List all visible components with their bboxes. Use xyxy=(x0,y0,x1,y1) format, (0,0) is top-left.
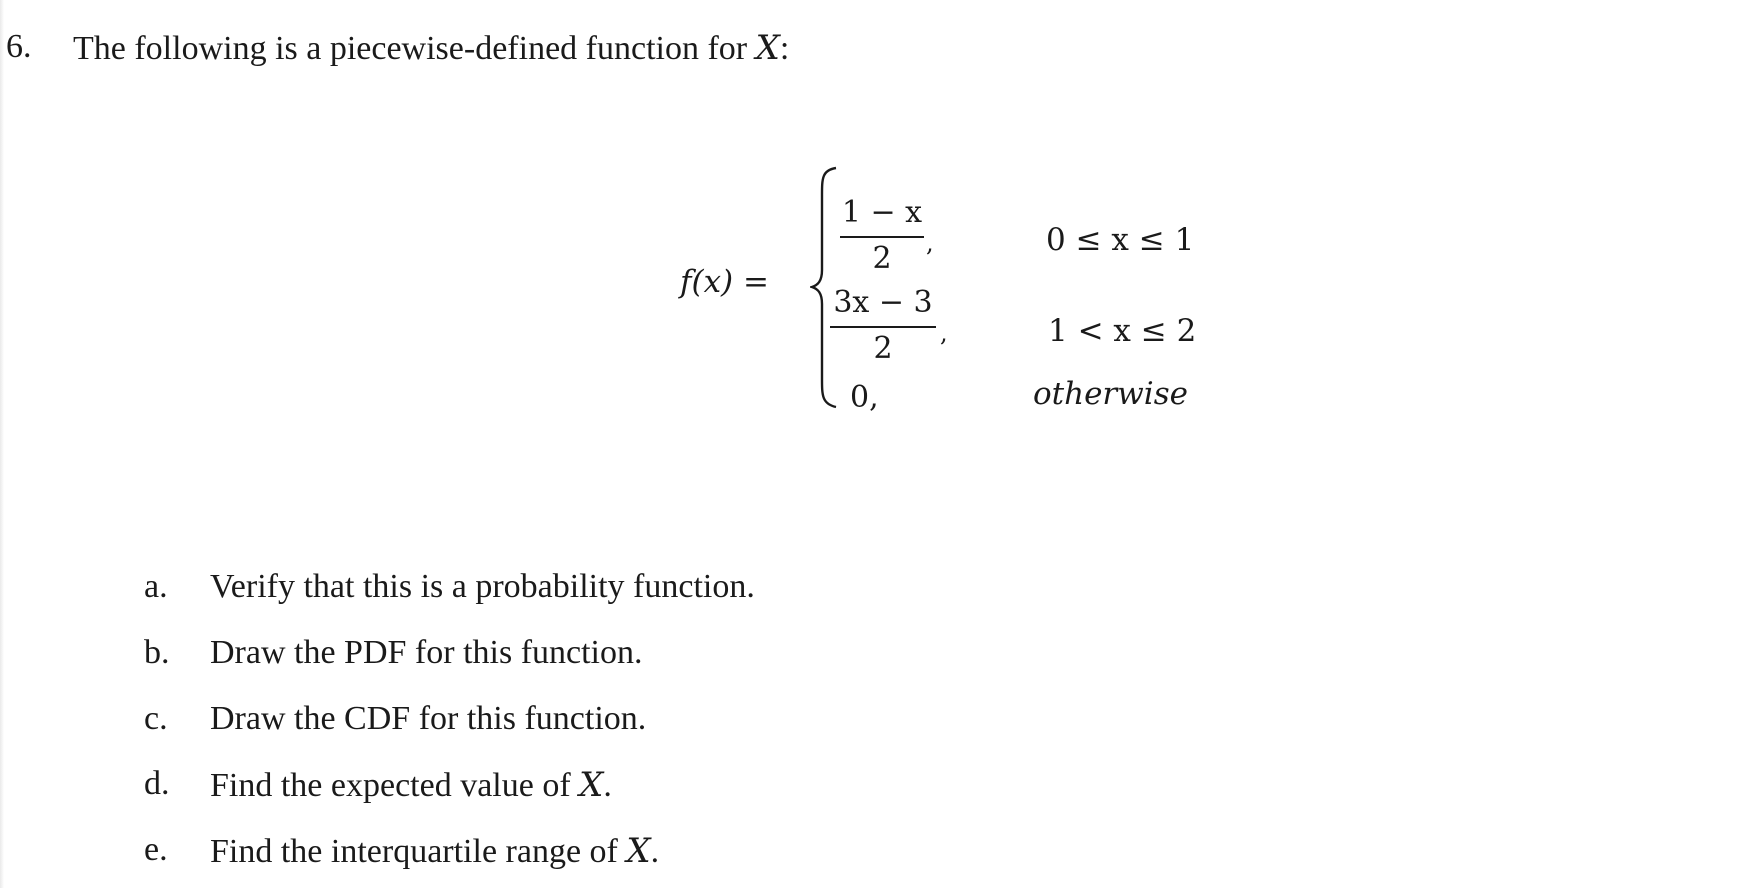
part-end: . xyxy=(650,833,660,870)
case-1-denominator: 2 xyxy=(872,241,892,276)
question-number: 6. xyxy=(6,28,32,65)
part-text: Find the expected value of xyxy=(210,767,580,804)
part-text: Find the interquartile range of xyxy=(210,833,627,870)
function-argument: (x) xyxy=(691,264,734,300)
case-1-fraction xyxy=(840,196,924,276)
question-stem-end: : xyxy=(779,30,790,67)
part-text: Draw the CDF for this function. xyxy=(210,700,647,737)
question-stem-variable: X xyxy=(755,28,780,68)
part-label: c. xyxy=(144,700,168,737)
question-stem xyxy=(73,28,789,68)
case-3-condition: otherwise xyxy=(1033,376,1188,412)
case-2-numerator: 3x − 3 xyxy=(833,285,933,320)
part-end: . xyxy=(603,767,612,804)
case-2-denominator: 2 xyxy=(873,331,893,366)
part-text-wrapper xyxy=(210,765,612,805)
equation-lhs xyxy=(680,264,769,300)
part-variable: X xyxy=(579,765,604,805)
case-2-fraction xyxy=(830,286,936,366)
case-1-condition: 0 ≤ x ≤ 1 xyxy=(1046,222,1195,258)
part-label: a. xyxy=(144,568,168,605)
case-1-comma: , xyxy=(926,229,934,257)
part-label: d. xyxy=(144,765,170,802)
case-2-condition: 1 < x ≤ 2 xyxy=(1048,313,1197,349)
question-stem-text: The following is a piecewise-defined function for xyxy=(73,30,756,67)
case-1-numerator: 1 − x xyxy=(841,195,923,230)
part-label: b. xyxy=(144,634,170,671)
part-text-wrapper xyxy=(210,831,659,871)
part-text: Draw the PDF for this function. xyxy=(210,634,643,671)
page-edge-shadow xyxy=(0,0,4,888)
equals-sign: = xyxy=(743,264,769,300)
function-name: f xyxy=(680,264,692,300)
part-text: Verify that this is a probability function. xyxy=(210,568,755,605)
case-2-comma: , xyxy=(940,319,948,347)
part-label: e. xyxy=(144,831,168,868)
part-variable: X xyxy=(626,831,651,871)
case-3-value: 0, xyxy=(850,380,879,415)
case-1-fraction-bar xyxy=(840,236,924,238)
case-2-fraction-bar xyxy=(830,326,936,328)
